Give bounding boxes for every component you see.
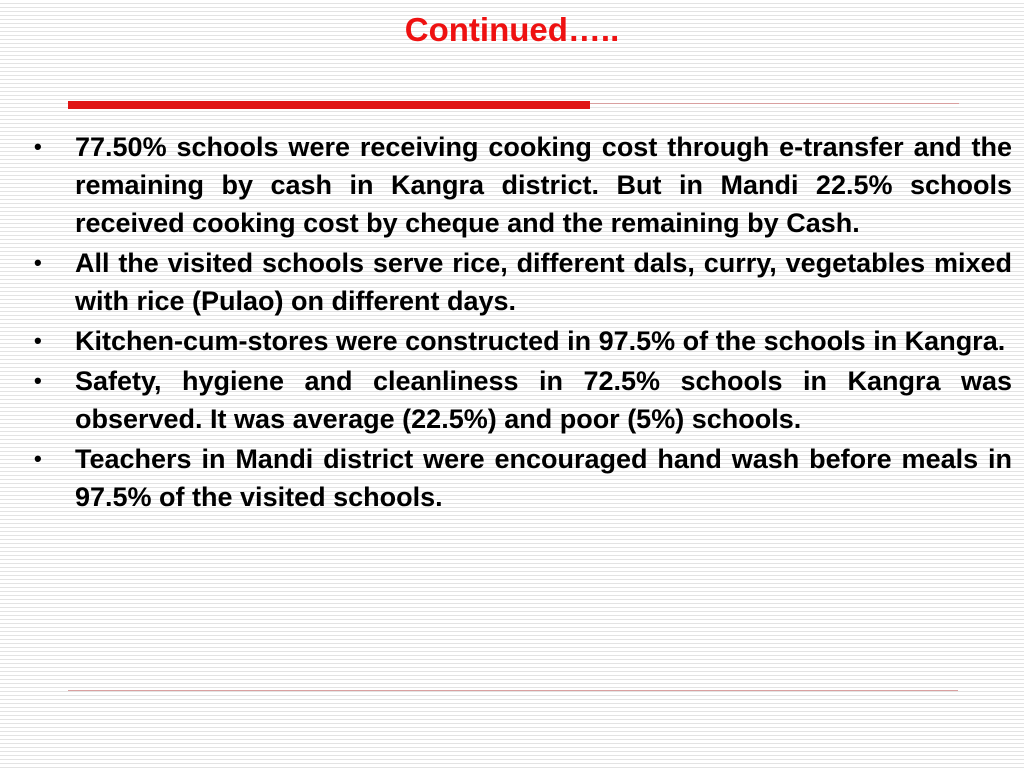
bullet-dot-icon: • (34, 368, 42, 393)
bullet-dot-icon: • (34, 134, 42, 159)
bullet-item-menu (34, 244, 1012, 320)
bullet-text: 77.50% schools were receiving cooking cost through e-transfer and the remaining by cash in Kangra district. But in Mandi 22.5% schools received cooking cost by cheque and the remaining by Cash. (75, 132, 1012, 238)
slide-title: Continued….. (404, 11, 620, 48)
title-underline-accent (68, 101, 590, 109)
bullet-dot-icon: • (34, 328, 42, 353)
bullet-item-hygiene (34, 362, 1012, 438)
bullet-dot-icon: • (34, 250, 42, 275)
bullet-text: All the visited schools serve rice, different dals, curry, vegetables mixed with rice (Pulao) on different days. (75, 248, 1012, 316)
bullet-item-kitchen-stores (34, 322, 1012, 360)
bullet-item-cooking-cost (34, 128, 1012, 242)
bullet-text: Kitchen-cum-stores were constructed in 97.5% of the schools in Kangra. (75, 326, 1006, 356)
bullet-list (34, 128, 1012, 518)
bullet-dot-icon: • (34, 446, 42, 471)
bullet-item-hand-wash (34, 440, 1012, 516)
title-underline-thin (590, 103, 959, 104)
bullet-text: Safety, hygiene and cleanliness in 72.5% schools in Kangra was observed. It was average (22.5%) and poor (5%) schools. (75, 366, 1012, 434)
bullet-text: Teachers in Mandi district were encouraged hand wash before meals in 97.5% of the visited schools. (75, 444, 1012, 512)
footer-divider (68, 690, 958, 691)
